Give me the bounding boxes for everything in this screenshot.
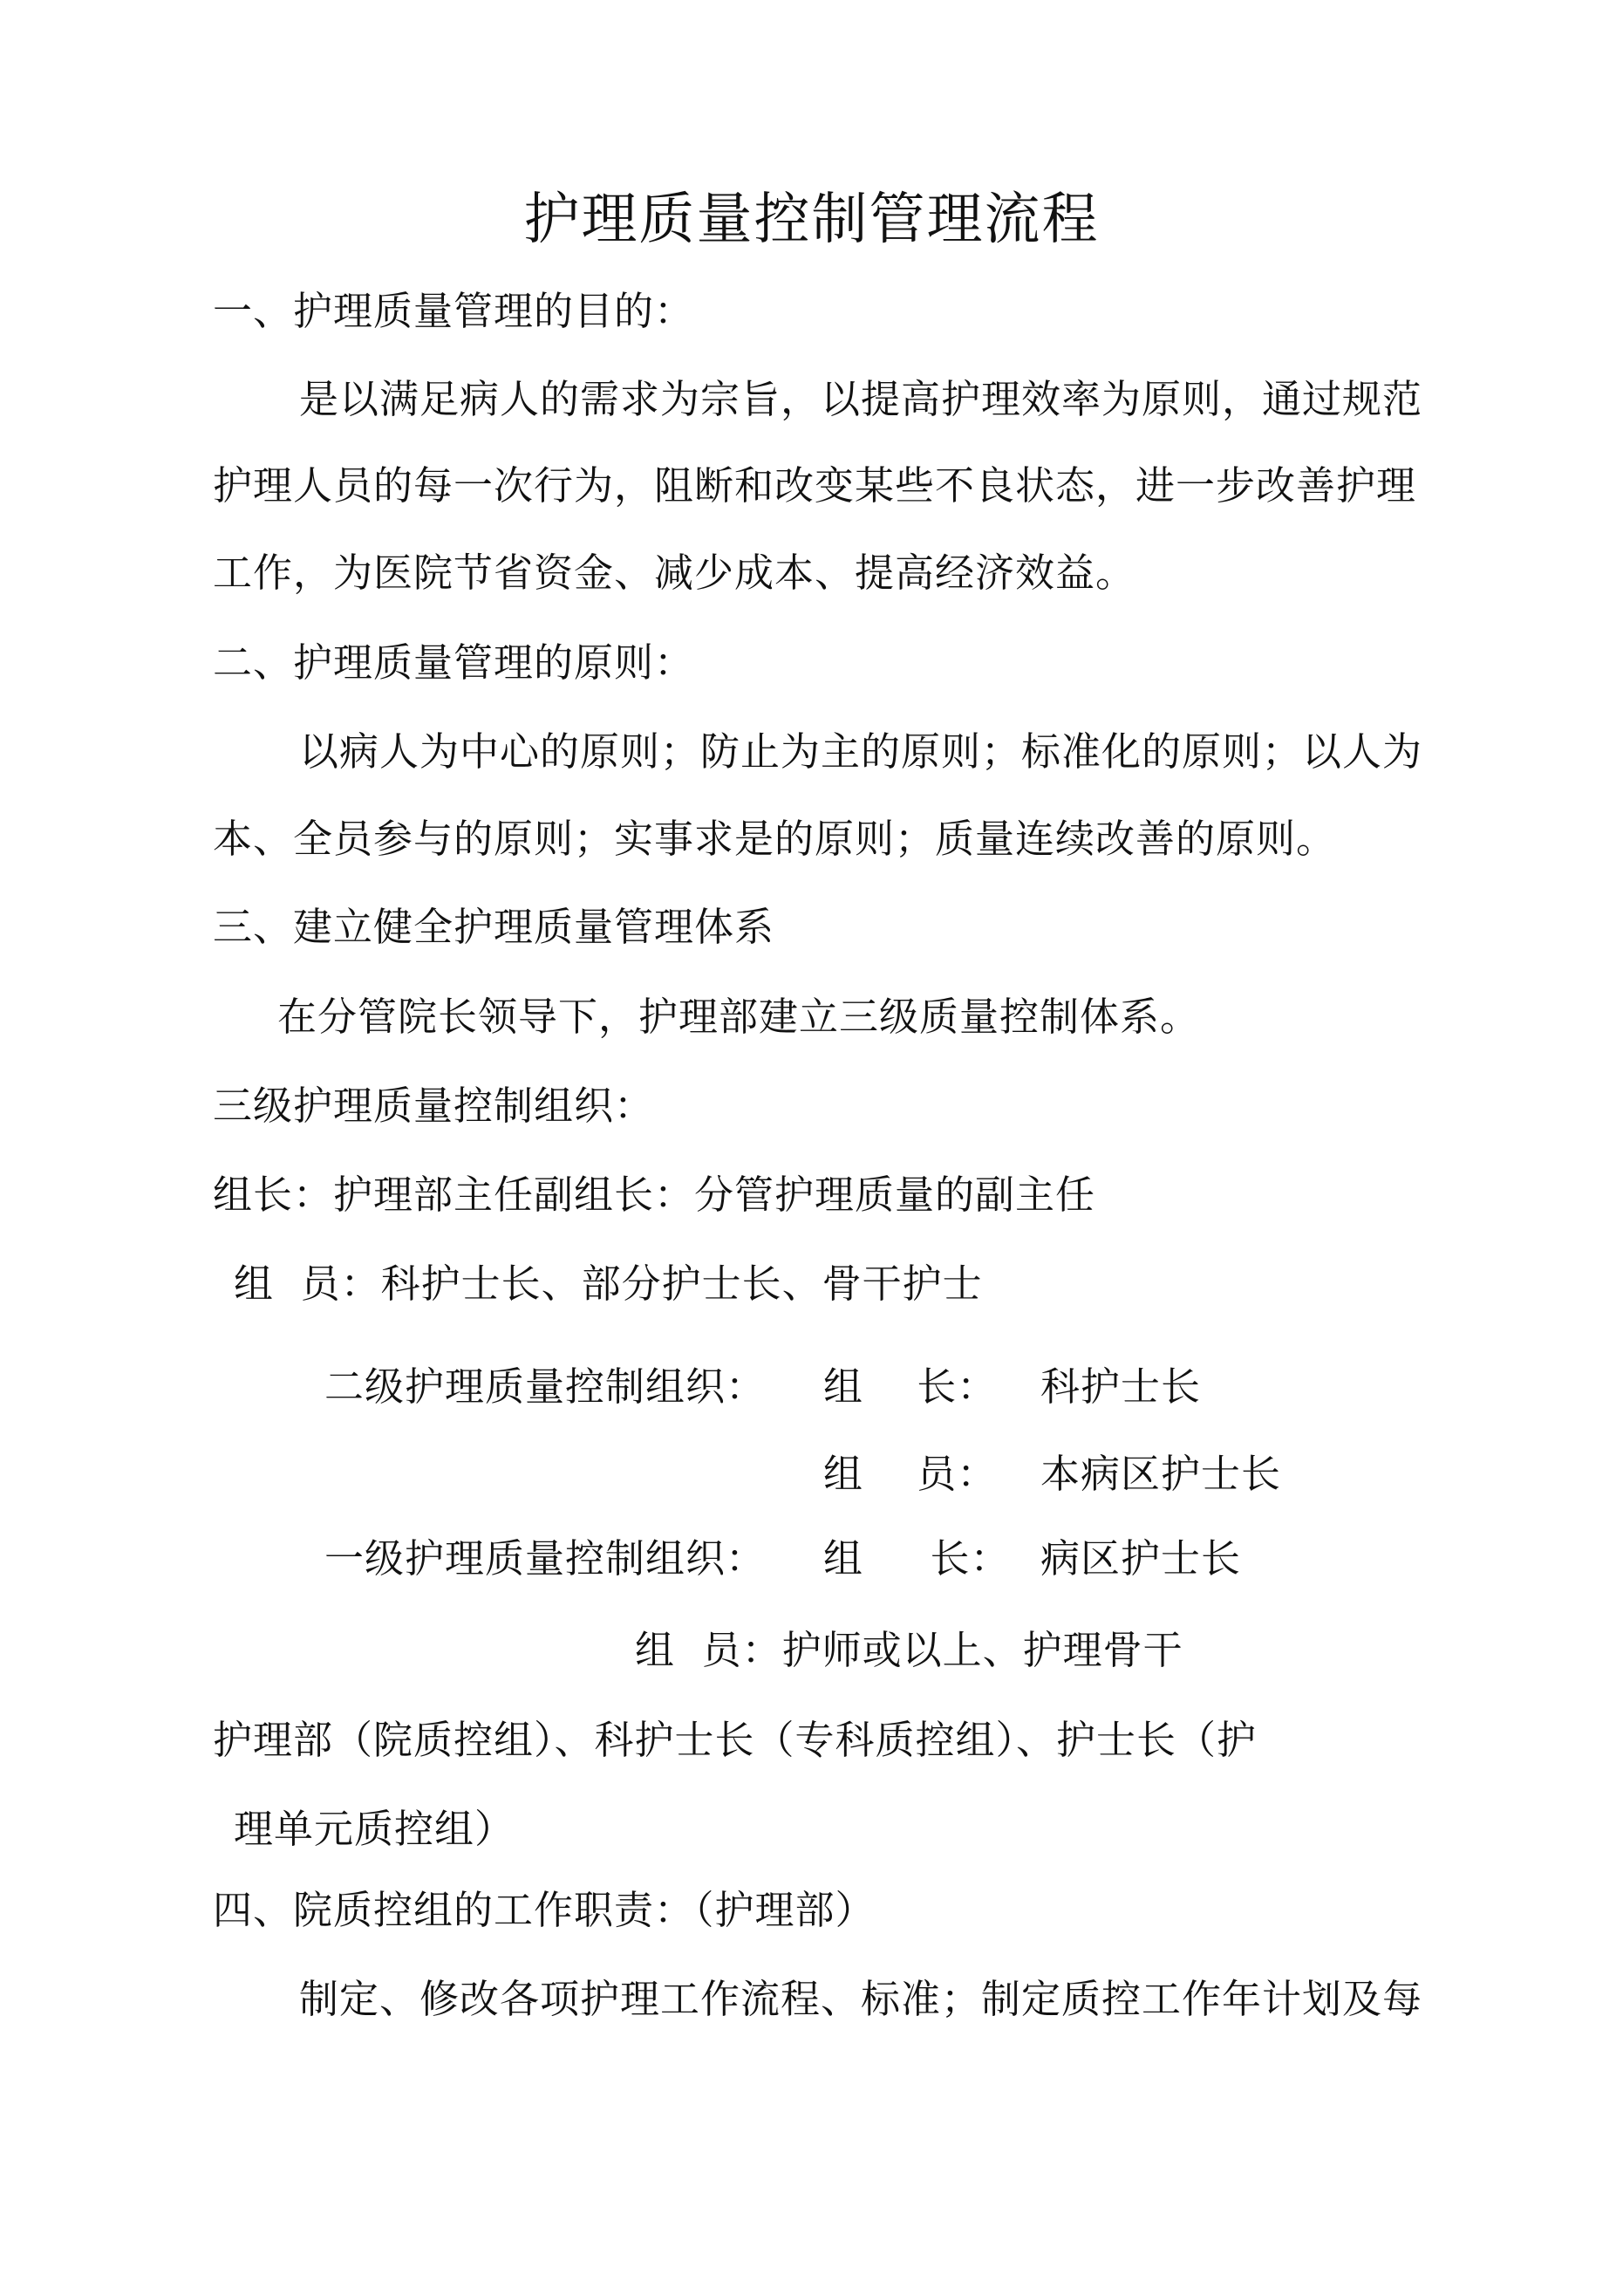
level2-members-value: 本病区护士长	[1040, 1451, 1282, 1497]
level3-leader-line: 组长：护理部主任副组长：分管护理质量的副主任	[213, 1172, 1096, 1218]
level1-leader-label: 组 长：	[823, 1535, 1011, 1582]
section3-summary-line-2: 理单元质控组）	[234, 1806, 515, 1852]
section1-para-line-1: 是以满足病人的需求为宗旨，以提高护理效率为原则，通过规范	[299, 376, 1423, 422]
section1-heading: 一、护理质量管理的目的：	[213, 288, 695, 334]
section2-para-line-1: 以病人为中心的原则；防止为主的原则；标准化的原则；以人为	[299, 728, 1423, 775]
section3-heading: 三、建立健全护理质量管理体系	[213, 904, 775, 950]
level3-members-line: 组 员：科护士长、部分护士长、骨干护士	[234, 1261, 983, 1307]
section3-intro: 在分管院长领导下，护理部建立三级质量控制体系。	[277, 994, 1201, 1040]
level1-leader-value: 病区护士长	[1040, 1535, 1242, 1582]
section4-para-line-1: 制定、修改各项护理工作流程、标准；制定质控工作年计划及每	[299, 1976, 1423, 2022]
section4-heading: 四、院质控组的工作职责：（护理部）	[213, 1887, 876, 1933]
level2-leader-label: 组 长：	[823, 1363, 998, 1410]
document-title: 护理质量控制管理流程	[523, 188, 1100, 252]
section3-summary-line-1: 护理部（院质控组）、科护士长（专科质控组）、护士长（护	[213, 1717, 1258, 1763]
level3-title: 三级护理质量控制组织：	[213, 1083, 655, 1129]
section1-para-line-3: 工作，为医院节省资金、减少成本、提高经济效益。	[213, 550, 1136, 596]
level2-leader-value: 科护士长	[1040, 1363, 1202, 1410]
level2-title: 二级护理质量控制组织：	[324, 1363, 767, 1410]
level1-members-line: 组 员：护师或以上、护理骨干	[635, 1627, 1183, 1673]
level1-title: 一级护理质量控制组织：	[324, 1535, 767, 1582]
section1-para-line-2: 护理人员的每一次行为，阻断和改变某些不良状态，进一步改善护理	[213, 462, 1417, 509]
level2-members-label: 组 员：	[823, 1451, 998, 1497]
section2-heading: 二、护理质量管理的原则：	[213, 639, 695, 686]
section2-para-line-2: 本、全员参与的原则；实事求是的原则；质量连续改善的原则。	[213, 816, 1337, 862]
